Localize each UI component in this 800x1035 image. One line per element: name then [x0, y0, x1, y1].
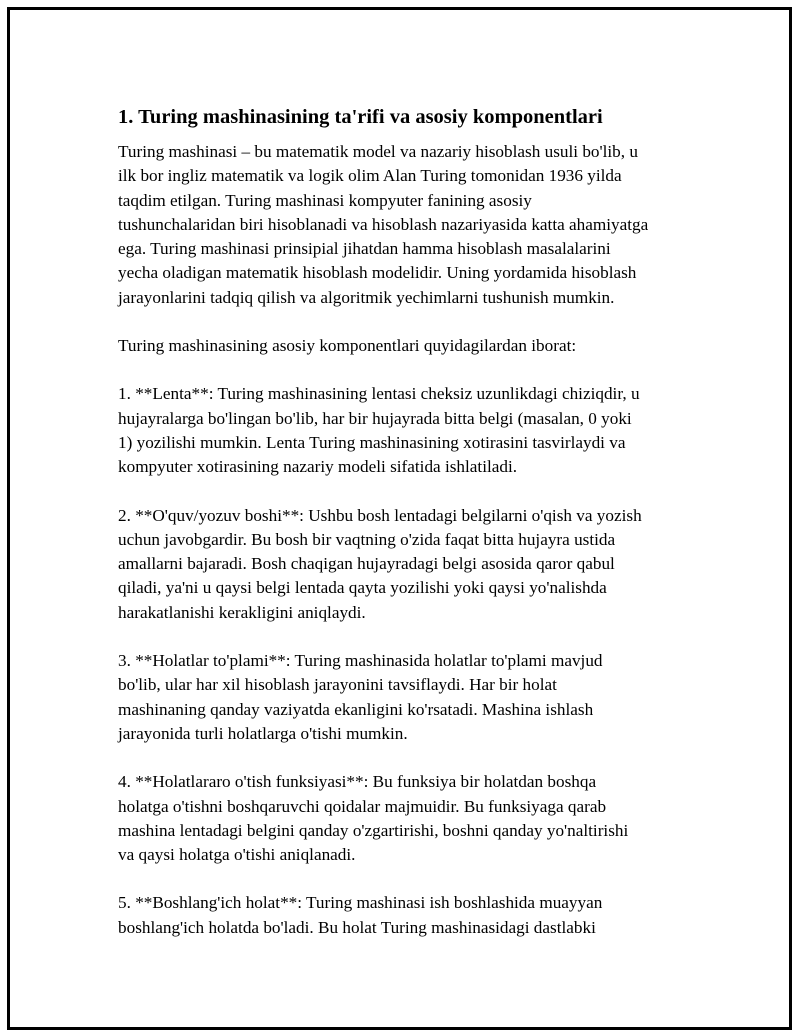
text-line: boshlang'ich holatda bo'ladi. Bu holat Turing mashinasidagi dastlabki: [118, 917, 596, 937]
text-line: Turing mashinasi – bu matematik model va nazariy hisoblash usuli bo'lib, u: [118, 142, 638, 161]
text-line: kompyuter xotirasining nazariy modeli sifatida ishlatiladi.: [118, 457, 518, 477]
paragraph-components-intro: [118, 334, 718, 358]
text-line: va qaysi holatga o'tishi aniqlanadi.: [118, 845, 356, 865]
text-line: tushunchalaridan biri hisoblanadi va hisoblash nazariyasida katta ahamiyatga: [118, 214, 649, 234]
text-line: mashina lentadagi belgini qanday o'zgartirishi, boshni qanday yo'naltirishi: [118, 820, 629, 840]
text-line: jarayonida turli holatlarga o'tishi mumkin.: [118, 723, 408, 743]
paragraph-intro: [118, 140, 718, 310]
text-line: hujayralarga bo'lingan bo'lib, har bir hujayrada bitta belgi (masalan, 0 yoki: [118, 408, 632, 428]
text-line: harakatlanishi kerakligini aniqlaydi.: [118, 602, 366, 622]
text-line: uchun javobgardir. Bu bosh bir vaqtning o'zida faqat bitta hujayra ustida: [118, 529, 616, 549]
text-line: mashinaning qanday vaziyatda ekanligini ko'rsatadi. Mashina ishlash: [118, 699, 594, 719]
text-line: yecha oladigan matematik hisoblash modelidir. Uning yordamida hisoblash: [118, 263, 637, 283]
text-line: 2. **O'quv/yozuv boshi**: Ushbu bosh lentadagi belgilarni o'qish va yozish: [118, 505, 642, 525]
text-line: 1) yozilishi mumkin. Lenta Turing mashinasining xotirasini tasvirlaydi va: [118, 432, 626, 452]
text-line: 1. **Lenta**: Turing mashinasining lentasi cheksiz uzunlikdagi chiziqdir, u: [118, 384, 640, 404]
section-heading: 1. Turing mashinasining ta'rifi va asosiy komponentlari: [118, 106, 603, 128]
document-body: [118, 103, 718, 964]
paragraph-component-head: [118, 504, 718, 625]
paragraph-component-initial-state: [118, 891, 718, 940]
text-line: 4. **Holatlararo o'tish funksiyasi**: Bu funksiya bir holatdan boshqa: [118, 772, 597, 792]
text-line: jarayonlarini tadqiq qilish va algoritmik yechimlarni tushunish mumkin.: [118, 287, 615, 307]
text-line: amallarni bajaradi. Bosh chaqigan hujayradagi belgi asosida qaror qabul: [118, 554, 615, 574]
text-line: ega. Turing mashinasi prinsipial jihatdan hamma hisoblash masalalarini: [118, 239, 611, 259]
text-line: qiladi, ya'ni u qaysi belgi lentada qayta yozilishi yoki qaysi yo'nalishda: [118, 578, 607, 598]
text-line: holatga o'tishni boshqaruvchi qoidalar majmuidir. Bu funksiyaga qarab: [118, 796, 607, 816]
text-line: Turing mashinasining asosiy komponentlari quyidagilardan iborat:: [118, 336, 577, 356]
paragraph-component-transition: [118, 770, 718, 867]
paragraph-component-tape: [118, 382, 718, 479]
text-line: 5. **Boshlang'ich holat**: Turing mashinasi ish boshlashida muayyan: [118, 893, 603, 913]
text-line: ilk bor ingliz matematik va logik olim Alan Turing tomonidan 1936 yilda: [118, 166, 622, 186]
paragraph-component-states: [118, 649, 718, 746]
text-line: 3. **Holatlar to'plami**: Turing mashinasida holatlar to'plami mavjud: [118, 651, 603, 671]
page-frame: [7, 7, 792, 1030]
text-line: bo'lib, ular har xil hisoblash jarayonini tavsiflaydi. Har bir holat: [118, 675, 557, 695]
text-line: taqdim etilgan. Turing mashinasi kompyuter fanining asosiy: [118, 190, 532, 210]
